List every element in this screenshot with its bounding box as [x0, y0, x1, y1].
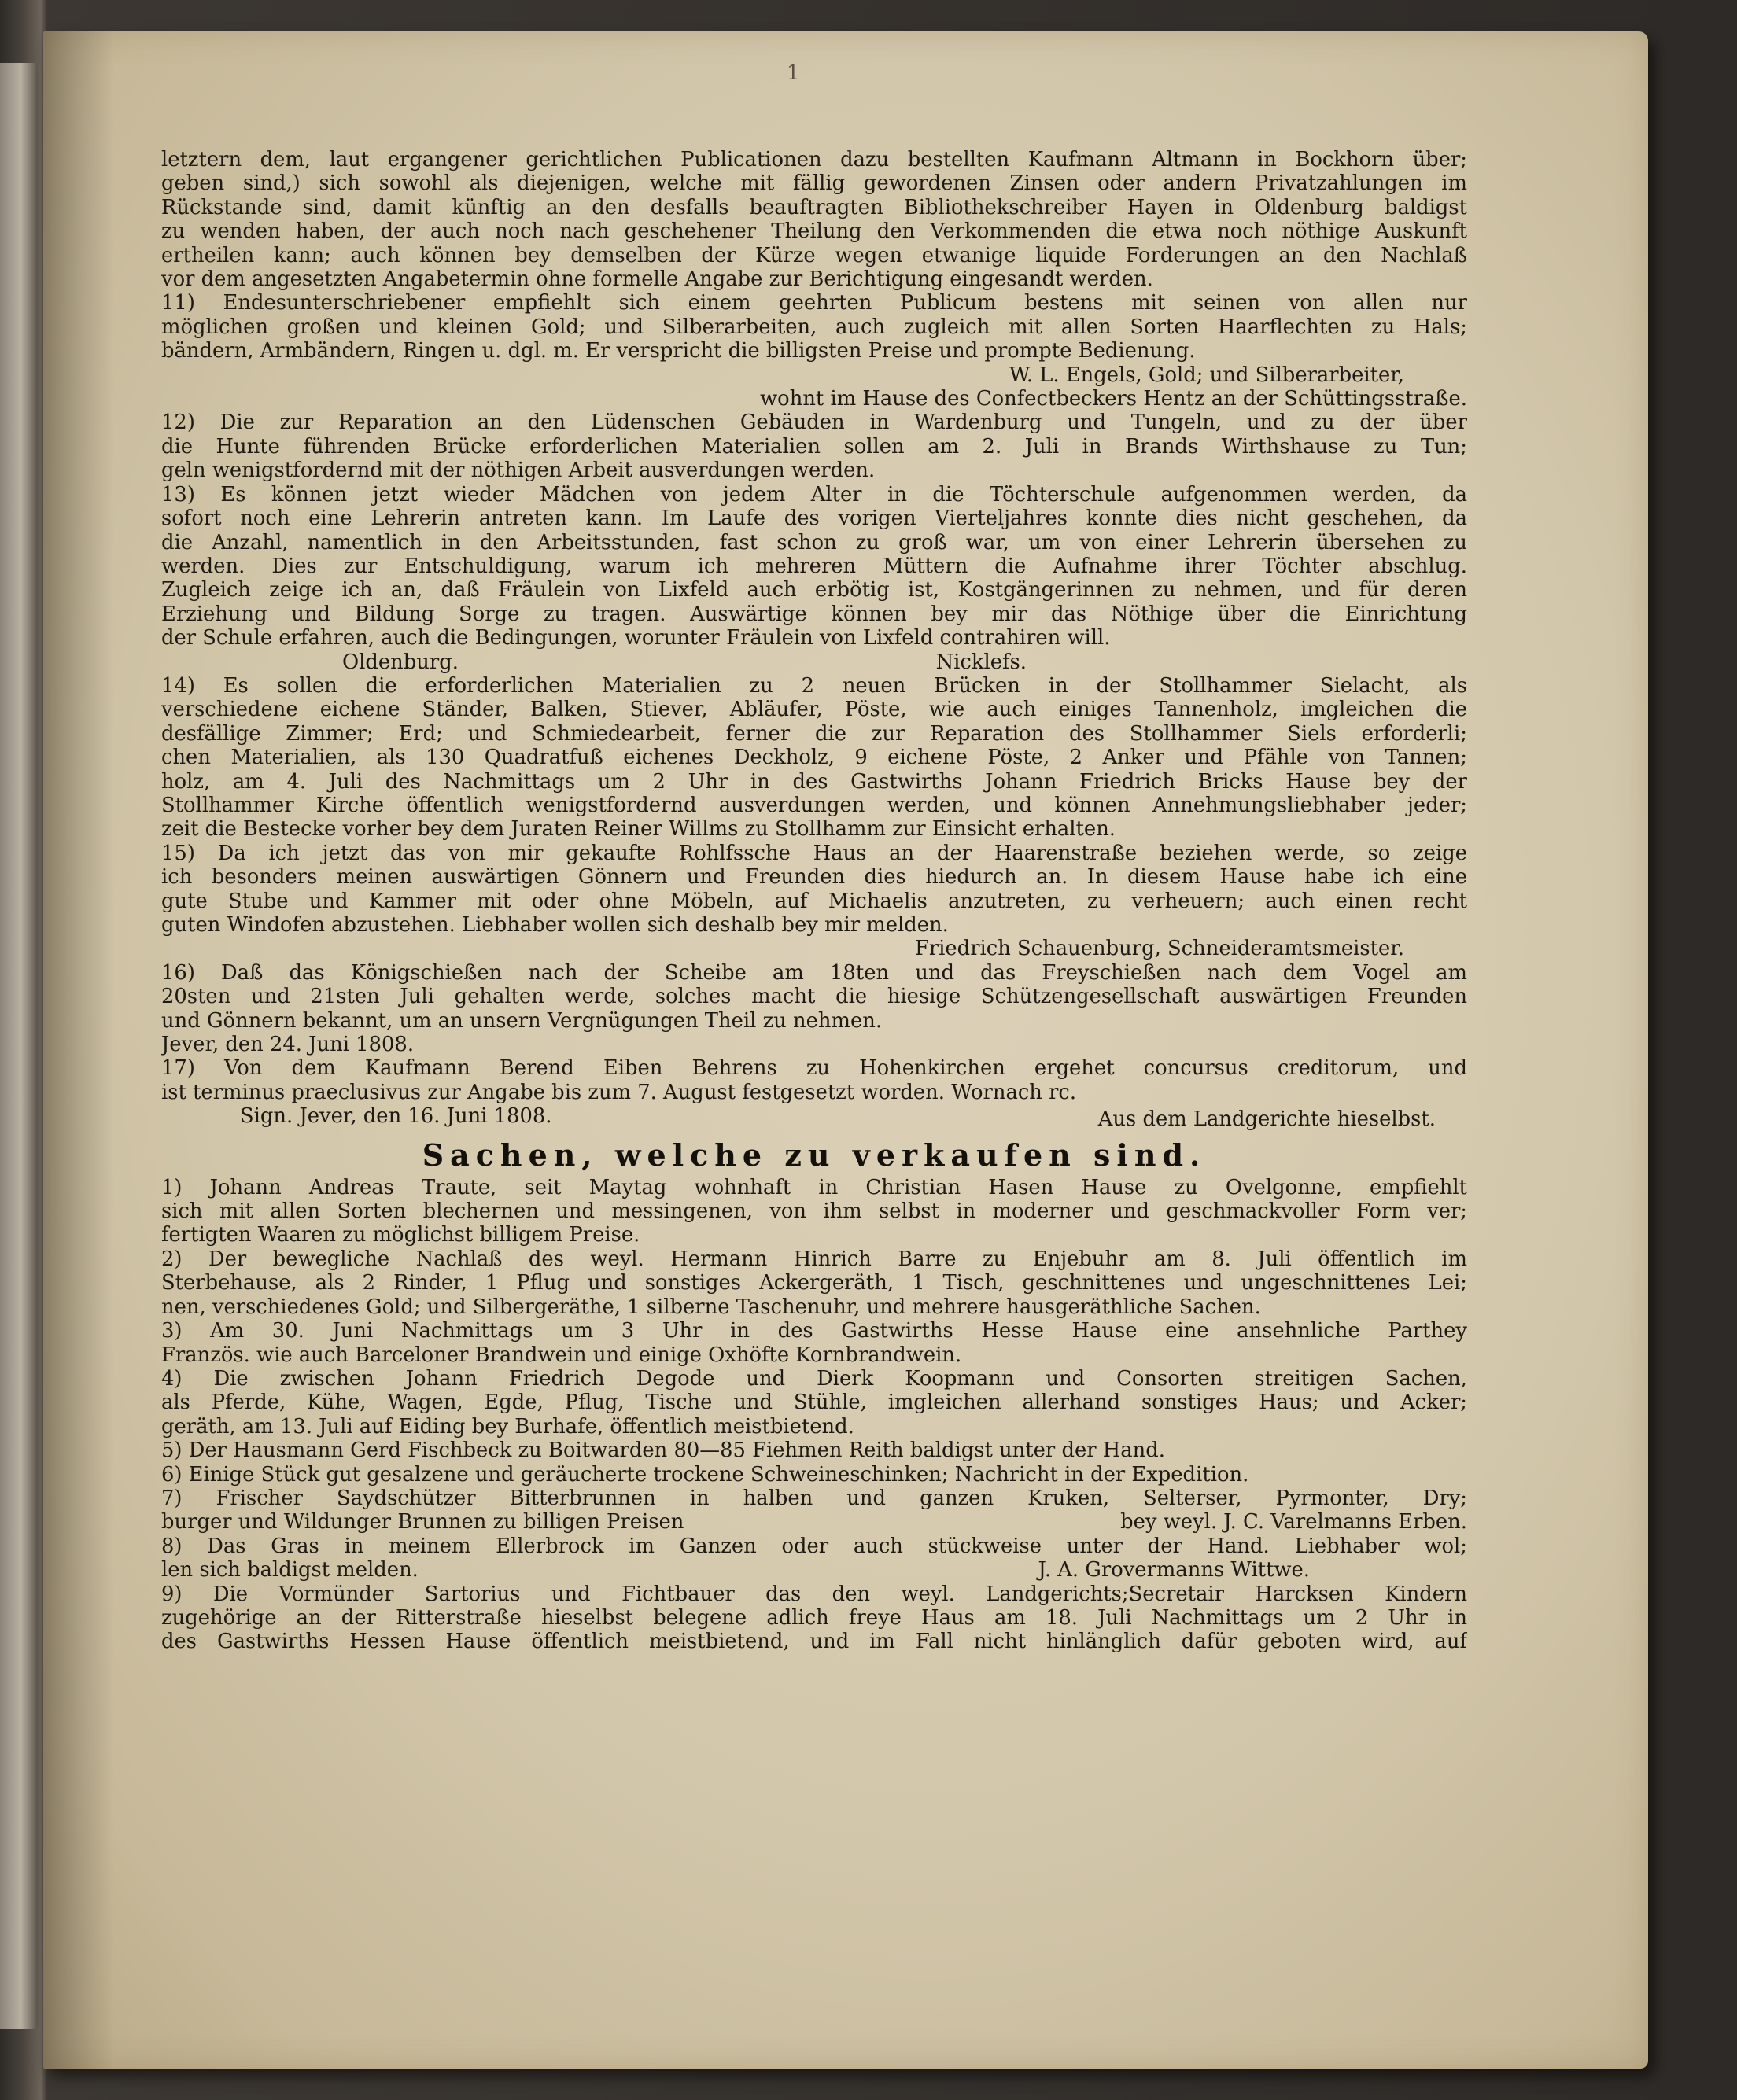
notice-13-signature	[161, 650, 1467, 674]
text-line: fertigten Waaren zu möglichst billigem Preise.	[161, 1223, 640, 1247]
text-line: 7) Frischer Saydschützer Bitterbrunnen in halben und ganzen Kruken, Selterser, Pyrmonter, Dry;	[161, 1486, 1467, 1510]
text-line: als Pferde, Kühe, Wagen, Egde, Pflug, Tische und Stühle, imgleichen allerhand sonstiges Haus; und Acker;	[161, 1391, 1467, 1415]
text-line: die Anzahl, namentlich in den Arbeitsstunden, fast schon zu groß war, um von einer Lehrerin übersehen zu	[161, 530, 1467, 554]
text-line: chen Materialien, als 130 Quadratfuß eichenes Deckholz, 9 eichene Pöste, 2 Anker und Pfähle von Tannen;	[161, 746, 1467, 770]
text-line: 11) Endesunterschriebener empfiehlt sich einem geehrten Publicum bestens mit seinen von allen nur	[161, 291, 1467, 315]
text-line: geln wenigstfordernd mit der nöthigen Arbeit ausverdungen werden.	[161, 459, 876, 483]
text-line: 14) Es sollen die erforderlichen Materialien zu 2 neuen Brücken in der Stollhammer Sielacht, als	[161, 673, 1467, 698]
text-line: desfällige Zimmer; Erd; und Schmiedearbeit, ferner die zur Reparation des Stollhammer Siels erforderli;	[161, 721, 1467, 746]
text-line: Zugleich zeige ich an, daß Fräulein von Lixfeld auch erbötig ist, Kostgängerinnen zu nehmen, und für deren	[161, 578, 1467, 602]
text-line: verschiedene eichene Ständer, Balken, Stiever, Abläufer, Pöste, wie auch einiges Tannenholz, imgleichen die	[161, 698, 1467, 722]
text-line: der Schule erfahren, auch die Bedingungen, worunter Fräulein von Lixfeld contrahiren will.	[161, 626, 1111, 650]
text-line: sich mit allen Sorten blechernen und messingenen, von ihm selbst in moderner und geschmackvoller Form ver;	[161, 1199, 1467, 1224]
notice-17-sign-date: Sign. Jever, den 16. Juni 1808.	[240, 1104, 552, 1129]
item-7-text: burger und Wildunger Brunnen zu billigen Preisen	[161, 1510, 684, 1534]
sale-items-part-2	[161, 1534, 1467, 1558]
text-line: wohnt im Hause des Confectbeckers Hentz an der Schüttingsstraße.	[760, 387, 1467, 411]
text-line: gute Stube und Kammer mit oder ohne Möbeln, auf Michaelis anzutreten, zu verheuern; auch einen recht	[161, 889, 1467, 913]
sale-items-part-1	[161, 1176, 1467, 1511]
notice-13-signer: Nicklefs.	[935, 650, 1027, 674]
text-line: und Gönnern bekannt, um an unsern Vergnügungen Theil zu nehmen.	[161, 1008, 883, 1033]
page-gutter-shadow	[43, 31, 114, 2069]
text-line: bändern, Armbändern, Ringen u. dgl. m. Er verspricht die billigsten Preise und prompte Bedienung.	[161, 339, 1196, 363]
text-line: Stollhammer Kirche öffentlich wenigstfordernd ausverdungen werden, und können Annehmungsliebhaber jeder;	[161, 793, 1467, 817]
text-line: vor dem angesetzten Angabetermin ohne formelle Angabe zur Berichtigung eingesandt werden.	[161, 267, 1153, 292]
text-line: 15) Da ich jetzt das von mir gekaufte Rohlfssche Haus an der Haarenstraße beziehen werde, so zeige	[161, 841, 1467, 865]
sale-items-part-3	[161, 1582, 1467, 1654]
notices-part-1	[161, 148, 1467, 650]
text-line: ich besonders meinen auswärtigen Gönnern und Freunden dies hiedurch an. In diesem Hause habe ich eine	[161, 865, 1467, 890]
notice-17-signature	[161, 1104, 1467, 1131]
text-line: ertheilen kann; auch können bey demselben der Kürze wegen etwanige liquide Forderungen an den Nachlaß	[161, 243, 1467, 267]
text-line: Rückstande sind, damit künftig an den desfalls beauftragten Bibliothekschreiber Hayen in Oldenburg baldigst	[161, 195, 1467, 219]
text-line: des Gastwirths Hessen Hause öffentlich meistbietend, und im Fall nicht hinlänglich dafür geboten wird, auf	[161, 1630, 1467, 1654]
text-line: 17) Von dem Kaufmann Berend Eiben Behrens zu Hohenkirchen ergehet concursus creditorum, und	[161, 1056, 1467, 1081]
text-line: 6) Einige Stück gut gesalzene und geräucherte trockene Schweineschinken; Nachricht in der Expedition.	[161, 1462, 1249, 1487]
text-line: möglichen großen und kleinen Gold; und Silberarbeiten, auch zugleich mit allen Sorten Haarflechten zu Hals;	[161, 315, 1467, 339]
text-line: 20sten und 21sten Juli gehalten werde, solches macht die hiesige Schützengesellschaft auswärtigen Freunden	[161, 985, 1467, 1009]
text-line: Erziehung und Bildung Sorge zu tragen. Auswärtige können bey mir das Nöthige über die Einrichtung	[161, 602, 1467, 626]
text-line: zu wenden haben, der auch noch nach geschehener Theilung den Verkommenden die etwa noch nöthige Auskunft	[161, 219, 1467, 244]
text-line: geben sind,) sich sowohl als diejenigen, welche mit fällig gewordenen Zinsen oder andern Privatzahlungen im	[161, 171, 1467, 196]
text-line: 1) Johann Andreas Traute, seit Maytag wohnhaft in Christian Hasen Hause zu Ovelgonne, empfiehlt	[161, 1175, 1467, 1199]
text-line: Französ. wie auch Barceloner Brandwein und einige Oxhöfte Kornbrandwein.	[161, 1343, 962, 1367]
item-8-text: len sich baldigst melden.	[161, 1558, 419, 1582]
text-line: 8) Das Gras in meinem Ellerbrock im Ganzen oder auch stückweise unter der Hand. Liebhaber wol;	[161, 1534, 1467, 1558]
text-line: zeit die Bestecke vorher bey dem Juraten Reiner Willms zu Stollhamm zur Einsicht erhalten.	[161, 817, 1116, 842]
text-line: sofort noch eine Lehrerin antreten kann. Im Laufe des vorigen Vierteljahres konnte dies nicht geschehen, da	[161, 507, 1467, 531]
text-line: guten Windofen abzustehen. Liebhaber wollen sich deshalb bey mir melden.	[161, 913, 949, 937]
text-line: 2) Der bewegliche Nachlaß des weyl. Hermann Hinrich Barre zu Enjebuhr am 8. Juli öffentlich im	[161, 1247, 1467, 1271]
text-line: 12) Die zur Reparation an den Lüdenschen Gebäuden in Wardenburg und Tungeln, und zu der über	[161, 411, 1467, 435]
item-7-last-line	[161, 1510, 1467, 1534]
text-line: 16) Daß das Königschießen nach der Scheibe am 18ten und das Freyschießen nach dem Vogel am	[161, 960, 1467, 985]
text-line: Jever, den 24. Juni 1808.	[161, 1033, 415, 1057]
text-line: nen, verschiedenes Gold; und Silbergeräthe, 1 silberne Taschenuhr, und mehrere hausgeräthliche Sachen.	[161, 1295, 1261, 1319]
text-line: werden. Dies zur Entschuldigung, warum ich mehreren Müttern die Aufnahme ihrer Töchter abschlug.	[161, 554, 1467, 578]
page-text	[161, 148, 1467, 2020]
item-7-signer: bey weyl. J. C. Varelmanns Erben.	[1120, 1510, 1467, 1534]
text-line: geräth, am 13. Juli auf Eiding bey Burhafe, öffentlich meistbietend.	[161, 1414, 854, 1439]
item-8-last-line	[161, 1558, 1467, 1582]
section-heading: Sachen, welche zu verkaufen sind.	[422, 1137, 1207, 1173]
text-line: 3) Am 30. Juni Nachmittags um 3 Uhr in des Gastwirths Hesse Hause eine ansehnliche Parthey	[161, 1319, 1467, 1343]
text-line: ist terminus praeclusivus zur Angabe bis zum 7. August festgesetzt worden. Wornach rc.	[161, 1080, 1077, 1104]
text-line: W. L. Engels, Gold; und Silberarbeiter,	[1009, 363, 1404, 387]
previous-page-edge	[0, 63, 38, 2029]
notice-17-court: Aus dem Landgerichte hieselbst.	[1097, 1107, 1436, 1132]
item-8-signer: J. A. Grovermanns Wittwe.	[1038, 1558, 1310, 1582]
page-mark: 1	[787, 61, 800, 85]
text-line: zugehörige an der Ritterstraße hieselbst belegene adlich freye Haus am 18. Juli Nachmittags um 2 Uhr in	[161, 1605, 1467, 1630]
notices-part-2	[161, 674, 1467, 1104]
text-line: Friedrich Schauenburg, Schneideramtsmeister.	[914, 937, 1404, 961]
text-line: 13) Es können jetzt wieder Mädchen von jedem Alter in die Töchterschule aufgenommen werden, da	[161, 482, 1467, 507]
text-line: 9) Die Vormünder Sartorius und Fichtbauer das den weyl. Landgerichts;Secretair Harcksen Kindern	[161, 1582, 1467, 1606]
text-line: 5) Der Hausmann Gerd Fischbeck zu Boitwarden 80—85 Fiehmen Reith baldigst unter der Hand.	[161, 1439, 1165, 1463]
notice-13-place: Oldenburg.	[342, 650, 459, 674]
text-line: Sterbehause, als 2 Rinder, 1 Pflug und sonstiges Ackergeräth, 1 Tisch, geschnittenes und ungeschnittenes Lei;	[161, 1271, 1467, 1295]
text-line: holz, am 4. Juli des Nachmittags um 2 Uhr in des Gastwirths Johann Friedrich Bricks Hause bey der	[161, 769, 1467, 794]
text-line: letztern dem, laut ergangener gerichtlichen Publicationen dazu bestellten Kaufmann Altmann in Bockhorn über;	[161, 148, 1467, 171]
text-line: die Hunte führenden Brücke erforderlichen Materialien sollen am 2. Juli in Brands Wirthshause zu Tun;	[161, 434, 1467, 459]
text-line: 4) Die zwischen Johann Friedrich Degode und Dierk Koopmann und Consorten streitigen Sachen,	[161, 1366, 1467, 1391]
